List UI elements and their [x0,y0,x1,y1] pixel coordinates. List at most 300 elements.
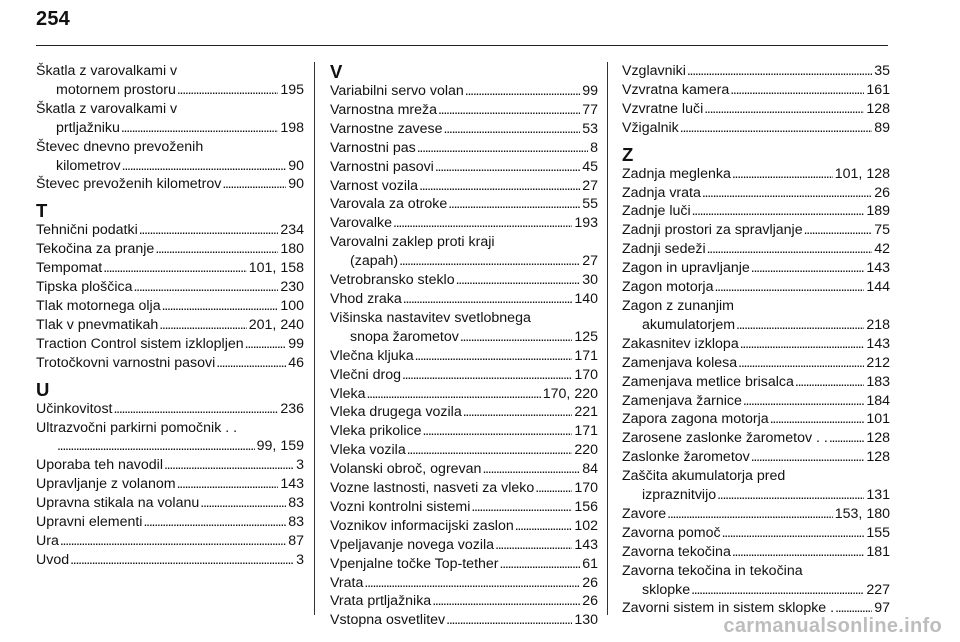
dot-leader [245,335,287,354]
dot-leader [751,448,865,467]
index-entry [330,403,598,422]
entry-title: Zaslonke žarometov [622,449,750,466]
entry-title: Zadnja meglenka [622,165,731,182]
entry-page-ref[interactable]: 97 [874,600,890,617]
index-entry [330,177,598,196]
entry-title: Vzvratne luči [622,100,704,117]
entry-title: Upravna stikala na volanu [36,495,200,512]
entry-page-ref[interactable]: 183 [866,373,890,390]
dot-leader [460,328,572,347]
index-entry [36,221,304,240]
dot-leader [367,385,541,404]
index-entry [330,498,598,517]
entry-page-ref[interactable]: 170 [574,480,598,497]
entry-title: Vzvratna kamera [622,81,730,98]
dot-leader [730,81,864,100]
dot-leader [732,543,864,562]
entry-page-ref[interactable]: 171 [574,347,598,364]
entry-page-ref[interactable]: 218 [866,316,890,333]
entry-title: Tehnični podatki [36,222,138,239]
dot-leader [448,195,580,214]
dot-leader [143,513,286,532]
index-entry [36,354,304,373]
dot-leader [438,101,580,120]
index-entry [330,536,598,555]
dot-leader [482,460,580,479]
index-entry [622,373,890,392]
index-entry [622,392,890,411]
entry-page-ref[interactable]: 3 [296,551,304,568]
entry-page-ref[interactable]: 30 [582,272,598,289]
entry-title: Traction Control sistem izklopljen [36,335,244,352]
entry-title: snopa žarometov [350,328,459,345]
entry-page-ref[interactable]: 99, 159 [256,438,304,455]
index-entry [36,475,304,494]
index-entry [36,240,304,259]
index-entry [36,62,304,100]
entry-title: motornem prostoru [56,81,176,98]
dot-leader [743,392,864,411]
index-entry [330,158,598,177]
entry-heading: Zavorna tekočina in tekočina [622,562,803,579]
entry-page-ref[interactable]: 61 [582,555,598,572]
entry-title: Tlak motornega olja [36,297,161,314]
entry-page-ref[interactable]: 189 [866,203,890,220]
index-column-1 [36,62,304,570]
entry-heading: Varovalni zaklep proti kraji [330,234,495,251]
entry-page-ref[interactable]: 230 [280,279,304,296]
entry-page-ref[interactable]: 90 [288,157,304,174]
entry-title: Zamenjava kolesa [622,354,738,371]
entry-title: Zamenjava žarnice [622,392,742,409]
dot-leader [535,479,572,498]
entry-page-ref[interactable]: 161 [866,81,890,98]
entry-title: Zagon motorja [622,279,714,296]
index-entry [622,410,890,429]
dot-leader [691,581,864,600]
dot-leader [419,177,580,196]
entry-page-ref[interactable]: 156 [574,498,598,515]
dot-leader [465,82,580,101]
index-entry [330,214,598,233]
dot-leader [687,62,872,81]
dot-leader [444,120,581,139]
entry-page-ref[interactable]: 155 [866,524,890,541]
index-entry [622,297,890,335]
entry-page-ref[interactable]: 227 [866,581,890,598]
entry-title: Varovala za otroke [330,196,448,213]
entry-page-ref[interactable]: 212 [866,354,890,371]
entry-page-ref[interactable]: 53 [582,120,598,137]
dot-leader [707,240,873,259]
dot-leader [692,202,865,221]
dot-leader [162,297,279,316]
dot-leader [60,532,286,551]
entry-heading: Škatla z varovalkami v [36,100,178,117]
entry-title: Vleka prikolice [330,423,422,440]
section-letter: V [330,61,343,82]
index-entry [330,309,598,347]
index-entry [36,551,304,570]
entry-title: Vlečni drog [330,366,401,383]
entry-page-ref[interactable]: 221 [574,404,598,421]
entry-title: Volanski obroč, ogrevan [330,461,482,478]
index-entry [36,297,304,316]
dot-leader [500,555,581,574]
index-entry [330,574,598,593]
entry-title: Varovalke [330,215,393,232]
entry-page-ref[interactable]: 193 [574,215,598,232]
entry-page-ref[interactable]: 99 [582,83,598,99]
entry-title: Varnostni pas [330,139,416,156]
column-divider [314,62,315,615]
entry-page-ref[interactable]: 143 [280,476,304,493]
entry-page-ref[interactable]: 144 [866,279,890,296]
dot-leader [736,316,864,335]
entry-title: Zadnje luči [622,203,691,220]
entry-page-ref[interactable]: 140 [574,290,598,307]
entry-title: Vpeljavanje novega vozila [330,536,495,553]
entry-title: Tlak v pnevmatikah [36,316,159,333]
entry-page-ref[interactable]: 128 [866,100,890,117]
dot-leader [751,259,865,278]
dot-leader [829,429,865,448]
entry-page-ref[interactable]: 171 [574,423,598,440]
entry-title: Zamenjava metlice brisalca [622,373,794,390]
dot-leader [463,403,573,422]
entry-page-ref[interactable]: 143 [866,335,890,352]
dot-leader [57,437,255,456]
index-entry [330,82,598,101]
entry-page-ref[interactable]: 83 [288,495,304,512]
entry-page-ref[interactable]: 153, 180 [834,505,890,522]
entry-title: Zavore [622,505,667,522]
entry-page-ref[interactable]: 130 [574,612,598,629]
dot-leader [722,524,865,543]
entry-page-ref[interactable]: 201, 240 [248,316,304,333]
index-entry [330,517,598,536]
dot-leader [704,100,864,119]
dot-leader [403,290,573,309]
entry-title: Upravni elementi [36,514,143,531]
entry-title: Varnost vozila [330,177,419,194]
dot-leader [133,278,278,297]
dot-leader [164,456,294,475]
entry-title: (zapah) [350,253,399,270]
column-divider [607,62,608,615]
index-entry [622,278,890,297]
entry-page-ref[interactable]: 128 [866,449,890,466]
entry-title: Upravljanje z volanom [36,476,176,493]
index-entry [622,240,890,259]
index-entry [622,505,890,524]
entry-page-ref[interactable]: 143 [574,536,598,553]
entry-page-ref[interactable]: 180 [280,241,304,258]
dot-leader [732,165,833,184]
entry-page-ref[interactable]: 101 [866,411,890,428]
index-entry [622,448,890,467]
entry-page-ref[interactable]: 45 [582,158,598,175]
dot-leader [121,119,278,138]
index-entry [330,195,598,214]
entry-page-ref[interactable]: 26 [874,184,890,201]
entry-page-ref[interactable]: 26 [582,574,598,591]
entry-title: Varnostni pasovi [330,158,434,175]
entry-title: Tipska ploščica [36,279,133,296]
index-entry [330,366,598,385]
index-entry [36,400,304,419]
entry-title: Zadnji sedeži [622,241,706,258]
dot-leader [222,175,286,194]
dot-leader [680,119,872,138]
entry-title: Trotočkovni varnostni pasovi [36,354,216,371]
dot-leader [795,373,864,392]
dot-leader [738,354,864,373]
entry-heading: Ultrazvočni parkirni pomočnik . . [36,419,238,436]
entry-title: Vžigalnik [622,119,679,136]
dot-leader [139,221,279,240]
entry-page-ref[interactable]: 195 [280,81,304,98]
dot-leader [515,517,573,536]
dot-leader [200,494,286,513]
entry-page-ref[interactable]: 8 [590,139,598,156]
entry-title: Vhod zraka [330,290,402,307]
index-entry [622,335,890,354]
entry-title: Zadnja vrata [622,184,701,201]
entry-page-ref[interactable]: 220 [574,442,598,459]
entry-title: Voznikov informacijski zaslon [330,517,514,534]
entry-title: Števec prevoženih kilometrov [36,176,222,193]
entry-page-ref[interactable]: 236 [280,400,304,417]
entry-page-ref[interactable]: 102 [574,517,598,534]
entry-title: Vpenjalne točke Top-tether [330,555,499,572]
dot-leader [399,252,580,271]
dot-leader [417,139,588,158]
index-entry [622,562,890,600]
entry-page-ref[interactable]: 198 [280,119,304,136]
entry-title: Vzglavniki [622,63,686,79]
index-entry [330,441,598,460]
section-letter: T [36,200,48,222]
entry-title: Vozni kontrolni sistemi [330,498,471,515]
entry-page-ref[interactable]: 55 [582,196,598,213]
index-entry [36,532,304,551]
dot-leader [717,486,864,505]
dot-leader [714,278,864,297]
entry-page-ref[interactable]: 83 [288,514,304,531]
entry-page-ref[interactable]: 234 [280,222,304,239]
index-entry [622,100,890,119]
dot-leader [495,536,572,555]
entry-heading: Škatla z varovalkami v [36,63,178,79]
entry-title: sklopke [642,581,691,598]
index-entry [330,611,598,630]
dot-leader [446,611,572,630]
dot-leader [804,221,873,240]
entry-title: akumulatorjem [642,316,736,333]
index-entry [330,290,598,309]
entry-page-ref[interactable]: 101, 128 [834,165,890,182]
entry-page-ref[interactable]: 170, 220 [542,385,598,402]
index-entry [330,347,598,366]
entry-title: Učinkovitost [36,400,113,417]
header-rule [36,45,888,46]
index-entry [36,138,304,176]
index-entry [622,81,890,100]
index-entry [36,100,304,138]
index-column-2 [330,62,598,630]
dot-leader [122,157,287,176]
entry-title: Zagon in upravljanje [622,260,750,277]
entry-page-ref[interactable]: 170 [574,366,598,383]
index-entry [622,184,890,203]
entry-heading: Števec dnevno prevoženih [36,138,204,155]
entry-page-ref[interactable]: 89 [874,119,890,136]
dot-leader [177,81,278,100]
dot-leader [456,271,581,290]
entry-title: izpraznitvijo [642,487,717,504]
entry-page-ref[interactable]: 77 [582,101,598,118]
index-entry [622,467,890,505]
dot-leader [216,354,286,373]
entry-title: Zavorna pomoč [622,524,721,541]
index-entry [622,524,890,543]
index-entry [36,419,304,457]
watermark: carmanualsonline.info [723,615,942,637]
index-entry [36,175,304,194]
page-number: 254 [36,8,70,30]
index-entry [330,120,598,139]
index-entry [622,119,890,138]
index-entry [622,543,890,562]
index-entry [330,460,598,479]
index-entry [622,221,890,240]
dot-leader [702,184,872,203]
entry-title: Varnostne zavese [330,120,443,137]
index-entry [330,385,598,404]
index-entry [330,233,598,271]
entry-title: Zapora zagona motorja [622,411,769,428]
dot-leader [415,347,573,366]
entry-title: Zakasnitev izklopa [622,335,739,352]
index-entry [330,271,598,290]
entry-page-ref[interactable]: 84 [582,461,598,478]
index-entry [330,555,598,574]
dot-leader [70,551,294,570]
entry-page-ref[interactable]: 181 [866,543,890,560]
entry-title: prtljažniku [56,119,120,136]
dot-leader [435,158,580,177]
entry-page-ref[interactable]: 184 [866,392,890,409]
index-entry [36,278,304,297]
entry-title: Vstopna osvetlitev [330,612,446,629]
index-entry [330,479,598,498]
dot-leader [393,214,572,233]
index-entry [622,259,890,278]
entry-page-ref[interactable]: 27 [582,177,598,194]
entry-title: Varnostna mreža [330,101,437,118]
dot-leader [740,335,865,354]
index-entry [622,202,890,221]
dot-leader [471,498,572,517]
index-entry [36,259,304,278]
dot-leader [177,475,279,494]
index-entry [36,335,304,354]
entry-title: Uporaba teh navodil [36,457,163,474]
entry-page-ref[interactable]: 3 [296,457,304,474]
entry-heading: Zaščita akumulatorja pred [622,468,786,485]
index-entry [330,422,598,441]
index-column-3 [622,62,890,618]
entry-page-ref[interactable]: 46 [288,354,304,371]
index-entry [622,62,890,81]
dot-leader [422,422,572,441]
entry-title: Variabilni servo volan [330,83,464,99]
dot-leader [770,410,865,429]
entry-page-ref[interactable]: 75 [874,222,890,239]
index-entry [622,354,890,373]
dot-leader [103,259,247,278]
entry-title: Vozne lastnosti, nasveti za vleko [330,480,535,497]
dot-leader [155,240,278,259]
entry-title: Vlečna kljuka [330,347,414,364]
entry-page-ref[interactable]: 125 [574,328,598,345]
entry-title: Zavorni sistem in sistem sklopke . [622,600,835,617]
dot-leader [364,574,580,593]
entry-title: Zavorna tekočina [622,543,731,560]
entry-title: kilometrov [56,157,121,174]
entry-heading: Zagon z zunanjim [622,297,734,314]
entry-page-ref[interactable]: 87 [288,532,304,549]
index-entry [36,316,304,335]
entry-page-ref[interactable]: 35 [874,63,890,79]
entry-title: Vrata [330,574,364,591]
entry-page-ref[interactable]: 27 [582,253,598,270]
entry-page-ref[interactable]: 26 [582,593,598,610]
entry-page-ref[interactable]: 128 [866,430,890,447]
dot-leader [402,366,572,385]
index-entry [36,513,304,532]
entry-title: Ura [36,532,59,549]
entry-title: Vrata prtljažnika [330,593,432,610]
index-entry [36,494,304,513]
entry-title: Vleka vozila [330,442,406,459]
dot-leader [667,505,833,524]
index-entry [330,101,598,120]
dot-leader [113,400,278,419]
entry-page-ref[interactable]: 131 [866,487,890,504]
index-entry [622,429,890,448]
entry-page-ref[interactable]: 42 [874,241,890,258]
entry-page-ref[interactable]: 101, 158 [248,260,304,277]
dot-leader [159,316,247,335]
entry-title: Vleka [330,385,366,402]
entry-title: Zadnji prostori za spravljanje [622,222,803,239]
index-entry [36,456,304,475]
section-letter: U [36,378,50,400]
entry-page-ref[interactable]: 99 [288,335,304,352]
dot-leader [432,592,580,611]
entry-title: Tekočina za pranje [36,241,155,258]
entry-page-ref[interactable]: 100 [280,297,304,314]
entry-title: Uvod [36,551,70,568]
entry-title: Vleka drugega vozila [330,404,462,421]
entry-heading: Višinska nastavitev svetlobnega [330,309,531,326]
dot-leader [407,441,573,460]
entry-title: Tempomat [36,260,103,277]
entry-page-ref[interactable]: 143 [866,260,890,277]
entry-page-ref[interactable]: 90 [288,176,304,193]
